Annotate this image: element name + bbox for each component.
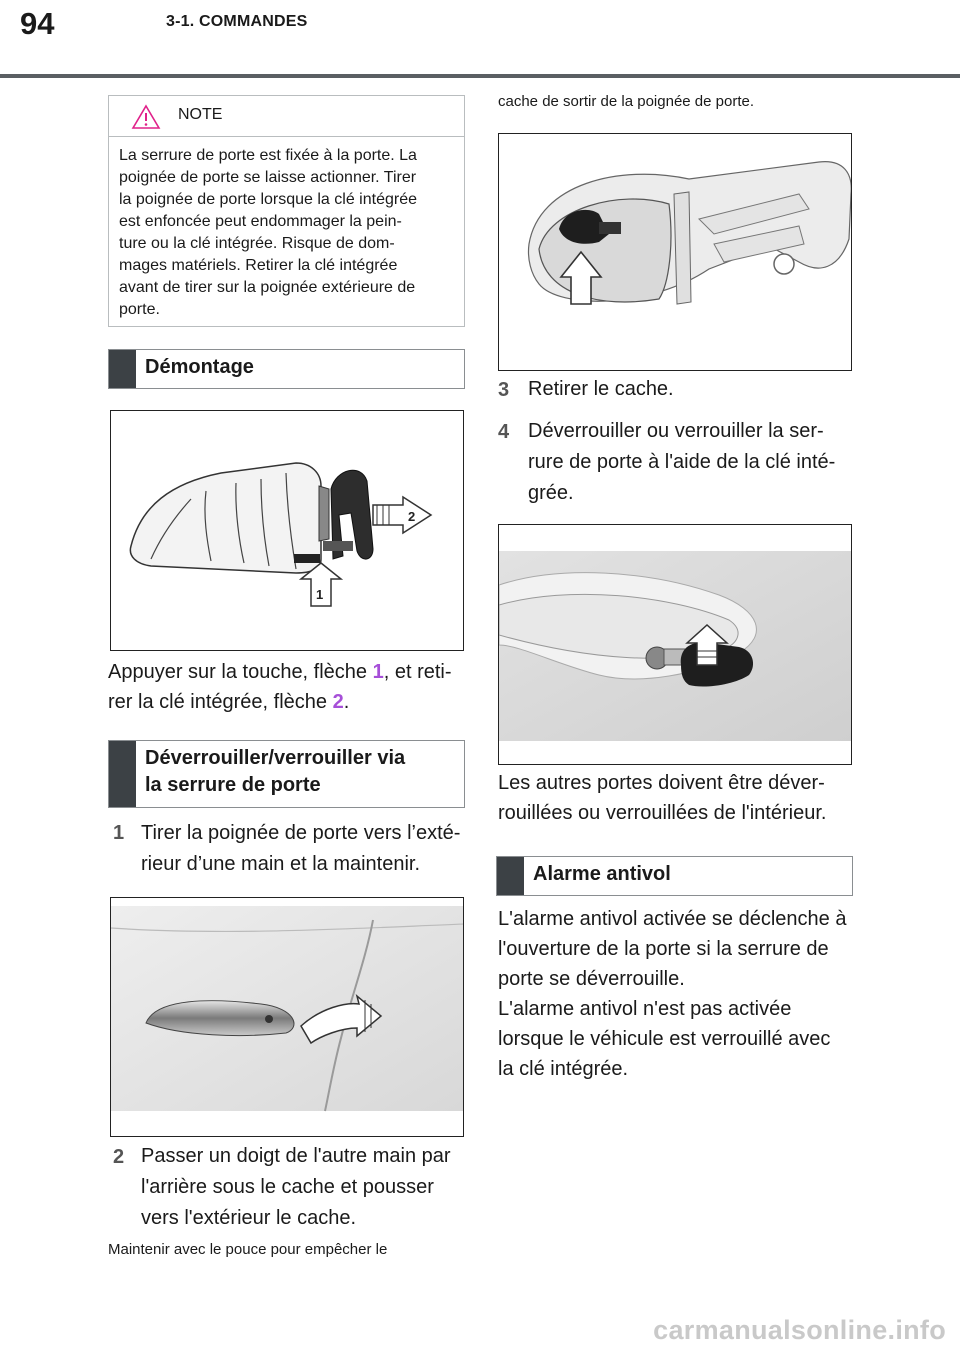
step-number: 3 xyxy=(498,379,510,401)
callout-2-label: 2 xyxy=(408,509,416,524)
section-title-line: Déverrouiller/verrouiller via xyxy=(145,747,406,769)
note-label: NOTE xyxy=(178,106,223,123)
demontage-text xyxy=(108,657,478,717)
text-run: Appuyer sur la touche, flèche xyxy=(108,661,373,683)
step-line: vers l'extérieur le cache. xyxy=(141,1207,357,1229)
note-line: avant de tirer sur la poignée extérieure de xyxy=(119,279,416,296)
cache-illustration xyxy=(499,134,852,371)
note-header xyxy=(109,96,464,137)
alarme-paragraph-2 xyxy=(498,994,868,1084)
step-text xyxy=(141,818,471,880)
step-line: l'arrière sous le cache et pousser xyxy=(141,1176,434,1198)
text-run: rer la clé intégrée, flèche xyxy=(108,691,333,713)
step-line: grée. xyxy=(528,482,574,504)
hint-line-1: Maintenir avec le pouce pour empêcher le xyxy=(108,1241,388,1258)
figure-key-in-lock xyxy=(498,524,852,765)
step-line: rieur d’une main et la maintenir. xyxy=(141,853,421,875)
step-line: Passer un doigt de l'autre main par xyxy=(141,1145,451,1167)
section-bar xyxy=(109,741,136,807)
figure-key-removal xyxy=(110,410,464,651)
section-title-line: la serrure de porte xyxy=(145,774,321,796)
note-line: poignée de porte se laisse actionner. Tirer xyxy=(119,169,417,186)
text-line: l'ouverture de la porte si la serrure de xyxy=(498,938,829,960)
section-title: Alarme antivol xyxy=(533,863,671,885)
door-handle-illustration xyxy=(111,898,464,1137)
note-line: porte. xyxy=(119,301,160,318)
figure-door-handle xyxy=(110,897,464,1137)
key-illustration xyxy=(111,411,464,651)
demontage-line-1 xyxy=(108,657,478,687)
demontage-line-2 xyxy=(108,687,478,717)
arrow-2-ref: 2 xyxy=(332,691,344,713)
step-number: 1 xyxy=(113,822,125,844)
text-run: , et reti- xyxy=(383,661,452,683)
watermark: carmanualsonline.info xyxy=(653,1315,946,1345)
figure-cache-removal xyxy=(498,133,852,371)
text-line: Les autres portes doivent être déver- xyxy=(498,772,825,794)
section-title xyxy=(145,745,405,799)
chapter-title: 3-1. COMMANDES xyxy=(166,13,308,30)
section-bar xyxy=(497,857,524,895)
warning-icon xyxy=(131,104,161,130)
step-line: Tirer la poignée de porte vers l’exté- xyxy=(141,822,461,844)
note-line: La serrure de porte est fixée à la porte. La xyxy=(119,147,417,164)
step-text xyxy=(141,1141,471,1234)
text-line: rouillées ou verrouillées de l'intérieur. xyxy=(498,802,827,824)
step-text xyxy=(528,416,848,509)
hint-line-2: cache de sortir de la poignée de porte. xyxy=(498,93,755,110)
text-line: porte se déverrouille. xyxy=(498,968,685,990)
arrow-1-ref: 1 xyxy=(372,661,384,683)
page-number: 94 xyxy=(20,6,55,41)
step-number: 2 xyxy=(113,1146,125,1168)
text-line: L'alarme antivol activée se déclenche à xyxy=(498,908,847,930)
key-lock-illustration xyxy=(499,525,852,765)
section-verrouiller xyxy=(108,740,465,808)
note-box xyxy=(108,95,465,327)
text-line: la clé intégrée. xyxy=(498,1058,629,1080)
step-number: 4 xyxy=(498,421,510,443)
note-line: mages matériels. Retirer la clé intégrée xyxy=(119,257,398,274)
note-body xyxy=(109,137,464,321)
step-line: Retirer le cache. xyxy=(528,378,674,400)
callout-1-label: 1 xyxy=(316,587,324,602)
note-line: ture ou la clé intégrée. Risque de dom- xyxy=(119,235,395,252)
header-rule xyxy=(0,74,960,78)
section-title: Démontage xyxy=(145,356,254,378)
note-line: la poignée de porte lorsque la clé intégrée xyxy=(119,191,417,208)
step-line: rure de porte à l'aide de la clé inté- xyxy=(528,451,836,473)
text-line: lorsque le véhicule est verrouillé avec xyxy=(498,1028,831,1050)
other-doors-text xyxy=(498,768,858,828)
step-text xyxy=(528,374,848,405)
step-line: Déverrouiller ou verrouiller la ser- xyxy=(528,420,824,442)
note-line: est enfoncée peut endommager la pein- xyxy=(119,213,402,230)
alarme-paragraph-1 xyxy=(498,904,868,994)
section-alarme xyxy=(496,856,853,896)
text-run: . xyxy=(343,691,350,713)
text-line: L'alarme antivol n'est pas activée xyxy=(498,998,792,1020)
section-bar xyxy=(109,350,136,388)
section-demontage xyxy=(108,349,465,389)
